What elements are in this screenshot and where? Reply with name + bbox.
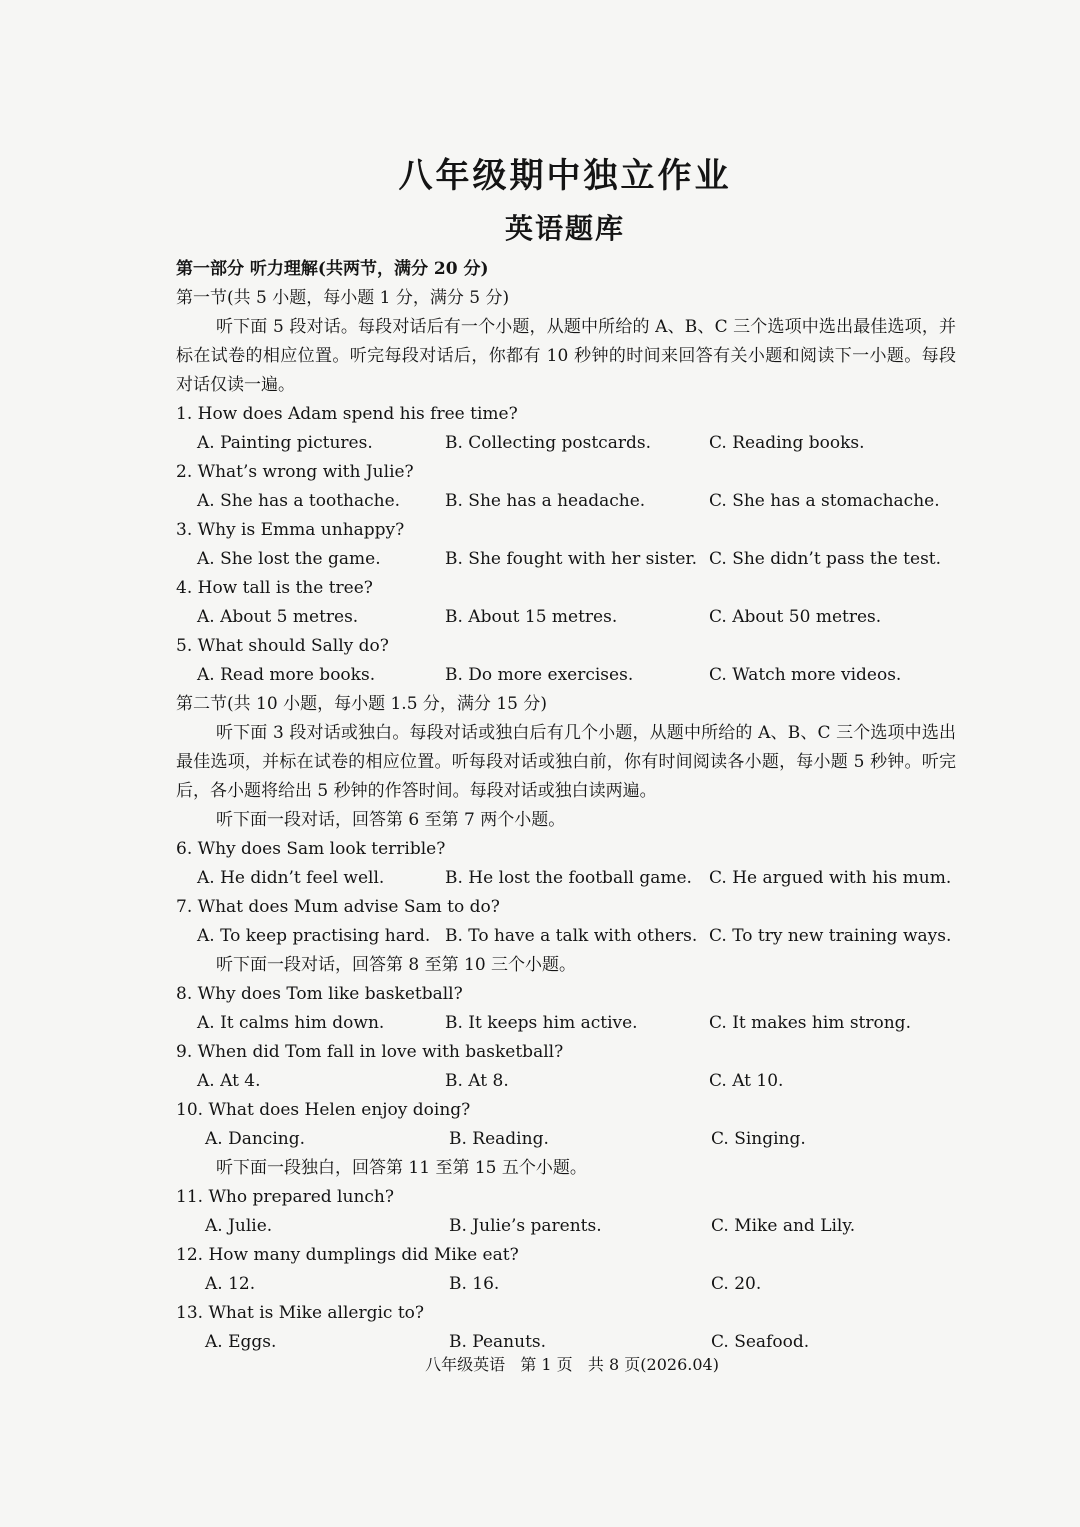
question-5: 5. What should Sally do?	[176, 636, 389, 656]
question-2-options	[176, 487, 956, 516]
section2-note-1: 听下面一段对话，回答第 6 至第 7 两个小题。	[216, 810, 566, 830]
option-c: C. Seafood.	[711, 1332, 810, 1352]
option-b: B. To have a talk with others.	[445, 926, 698, 946]
option-b: B. Collecting postcards.	[445, 433, 651, 453]
question-7-options	[176, 922, 956, 951]
page-subtitle: 英语题库	[504, 212, 625, 245]
option-a: A. About 5 metres.	[197, 607, 359, 627]
option-c: C. It makes him strong.	[709, 1013, 911, 1033]
option-c: C. Mike and Lily.	[711, 1216, 856, 1236]
option-a: A. She lost the game.	[197, 549, 381, 569]
section2-note-2: 听下面一段对话，回答第 8 至第 10 三个小题。	[216, 955, 577, 975]
question-4-options	[176, 603, 956, 632]
question-13: 13. What is Mike allergic to?	[176, 1303, 425, 1323]
question-5-options	[176, 661, 956, 690]
option-b: B. Julie’s parents.	[449, 1216, 602, 1236]
question-11-options	[176, 1212, 956, 1241]
question-2: 2. What’s wrong with Julie?	[176, 462, 414, 482]
option-a: A. Painting pictures.	[197, 433, 373, 453]
section1-instructions: 听下面 5 段对话。每段对话后有一个小题，从题中所给的 A、B、C 三个选项中选出最佳选项，并标在试卷的相应位置。听完每段对话后，你都有 10 秒钟的时间来回答有关小题和阅读下一小题。每段对话仅读一遍。	[176, 317, 956, 395]
section2-heading: 第二节(共 10 小题，每小题 1.5 分，满分 15 分)	[176, 694, 547, 714]
option-a: A. 12.	[205, 1274, 256, 1294]
exam-content	[176, 255, 956, 1357]
option-b: B. She has a headache.	[445, 491, 646, 511]
question-8: 8. Why does Tom like basketball?	[176, 984, 463, 1004]
option-a: A. Julie.	[205, 1216, 273, 1236]
option-b: B. Do more exercises.	[445, 665, 634, 685]
page-footer: 八年级英语 第 1 页 共 8 页(2026.04)	[425, 1355, 719, 1374]
option-b: B. It keeps him active.	[445, 1013, 638, 1033]
option-b: B. 16.	[449, 1274, 500, 1294]
page-title: 八年级期中独立作业	[398, 156, 732, 196]
option-c: C. Singing.	[711, 1129, 806, 1149]
question-8-options	[176, 1009, 956, 1038]
question-6: 6. Why does Sam look terrible?	[176, 839, 446, 859]
option-a: A. It calms him down.	[197, 1013, 385, 1033]
section1-heading: 第一节(共 5 小题，每小题 1 分，满分 5 分)	[176, 288, 510, 308]
part1-heading: 第一部分 听力理解(共两节，满分 20 分)	[176, 259, 489, 279]
option-c: C. Reading books.	[709, 433, 865, 453]
option-b: B. She fought with her sister.	[445, 549, 698, 569]
question-4: 4. How tall is the tree?	[176, 578, 373, 598]
option-c: C. About 50 metres.	[709, 607, 882, 627]
question-1: 1. How does Adam spend his free time?	[176, 404, 518, 424]
option-a: A. Eggs.	[205, 1332, 277, 1352]
question-3-options	[176, 545, 956, 574]
question-10: 10. What does Helen enjoy doing?	[176, 1100, 471, 1120]
question-12: 12. How many dumplings did Mike eat?	[176, 1245, 519, 1265]
question-9-options	[176, 1067, 956, 1096]
section2-instructions: 听下面 3 段对话或独白。每段对话或独白后有几个小题，从题中所给的 A、B、C 三个选项中选出最佳选项，并标在试卷的相应位置。听每段对话或独白前，你有时间阅读各小题，每小题 5 秒钟。听完后，各小题将给出 5 秒钟的作答时间。每段对话或独白读两遍。	[176, 723, 956, 801]
option-b: B. Peanuts.	[449, 1332, 547, 1352]
question-6-options	[176, 864, 956, 893]
option-a: A. Read more books.	[197, 665, 376, 685]
option-a: A. She has a toothache.	[197, 491, 401, 511]
option-c: C. To try new training ways.	[709, 926, 952, 946]
question-12-options	[176, 1270, 956, 1299]
question-1-options	[176, 429, 956, 458]
option-a: A. To keep practising hard.	[197, 926, 431, 946]
option-c: C. Watch more videos.	[709, 665, 902, 685]
question-11: 11. Who prepared lunch?	[176, 1187, 394, 1207]
option-c: C. She has a stomachache.	[709, 491, 940, 511]
question-9: 9. When did Tom fall in love with basketball?	[176, 1042, 564, 1062]
option-c: C. He argued with his mum.	[709, 868, 952, 888]
option-c: C. She didn’t pass the test.	[709, 549, 942, 569]
option-b: B. Reading.	[449, 1129, 549, 1149]
option-c: C. 20.	[711, 1274, 762, 1294]
section2-note-3: 听下面一段独白，回答第 11 至第 15 五个小题。	[216, 1158, 587, 1178]
option-c: C. At 10.	[709, 1071, 784, 1091]
question-3: 3. Why is Emma unhappy?	[176, 520, 405, 540]
option-b: B. About 15 metres.	[445, 607, 618, 627]
question-10-options	[176, 1125, 956, 1154]
option-a: A. He didn’t feel well.	[197, 868, 385, 888]
option-a: A. At 4.	[197, 1071, 261, 1091]
question-7: 7. What does Mum advise Sam to do?	[176, 897, 500, 917]
option-b: B. He lost the football game.	[445, 868, 692, 888]
option-a: A. Dancing.	[205, 1129, 305, 1149]
option-b: B. At 8.	[445, 1071, 509, 1091]
